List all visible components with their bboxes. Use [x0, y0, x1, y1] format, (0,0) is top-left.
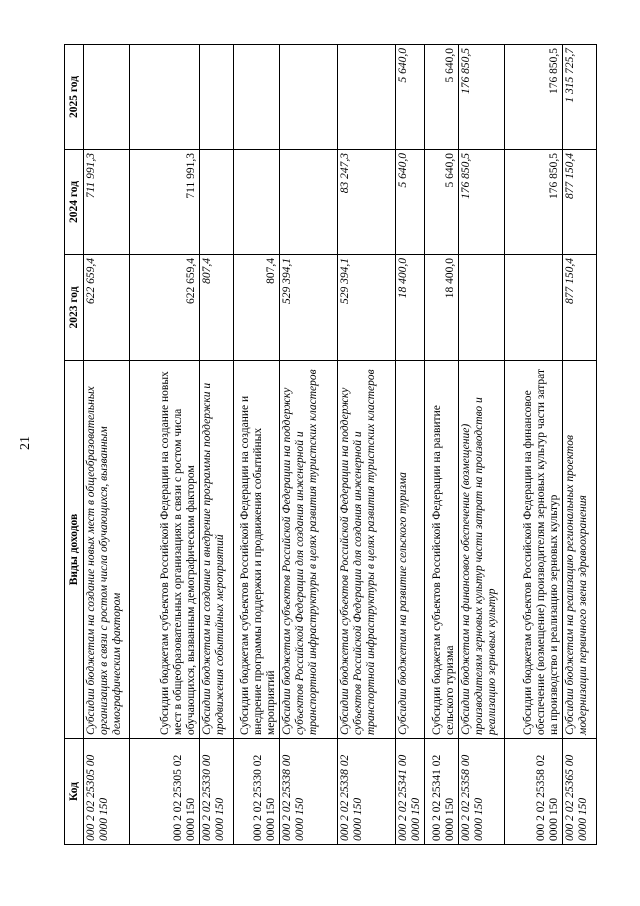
row-value-2025: 5 640,0 — [396, 45, 425, 150]
row-value-2024: 5 640,0 — [425, 150, 459, 255]
header-2025: 2025 год — [65, 45, 84, 150]
row-value-2024 — [280, 150, 338, 255]
row-name: Субсидии бюджетам на развитие сельского туризма — [396, 361, 425, 739]
row-value-2024: 83 247,3 — [338, 150, 396, 255]
row-name: Субсидии бюджетам субъектов Российской Федерации на поддержку субъектов Российской Федерации для создания инженерной и транспортной инфраструктуры в целях развития туристских кластеров — [338, 361, 396, 739]
row-name: Субсидии бюджетам субъектов Российской Федерации на создание и внедрение программы поддержки и продвижения событийных мероприятий — [234, 361, 280, 739]
page-number: 21 — [18, 436, 33, 450]
row-value-2024: 711 991,3 — [130, 150, 200, 255]
row-code: 000 2 02 25358 02 0000 150 — [505, 739, 563, 845]
row-code: 000 2 02 25330 00 0000 150 — [200, 739, 234, 845]
row-value-2025: 176 850,5 — [459, 45, 505, 150]
table-row — [563, 45, 597, 845]
revenue-table — [64, 44, 597, 845]
row-name: Субсидии бюджетам субъектов Российской Федерации на финансовое обеспечение (возмещение) производителям зерновых культур части затрат на производство и реализацию зерновых культур — [505, 361, 563, 739]
table-row — [425, 45, 459, 845]
row-name: Субсидии бюджетам субъектов Российской Федерации на развитие сельского туризма — [425, 361, 459, 739]
table-body — [84, 45, 597, 845]
table-row — [234, 45, 280, 845]
header-2023: 2023 год — [65, 255, 84, 361]
row-value-2025 — [130, 45, 200, 150]
table-row — [84, 45, 130, 845]
row-code: 000 2 02 25358 00 0000 150 — [459, 739, 505, 845]
row-name: Субсидии бюджетам на создание новых мест в общеобразовательных организациях в связи с ростом числа обучающихся, вызванным демографическим фактором — [84, 361, 130, 739]
row-value-2023: 807,4 — [200, 255, 234, 361]
header-code: Код — [65, 739, 84, 845]
row-value-2023: 18 400,0 — [396, 255, 425, 361]
table-header-row — [65, 45, 84, 845]
row-code: 000 2 02 25330 02 0000 150 — [234, 739, 280, 845]
row-value-2024: 711 991,3 — [84, 150, 130, 255]
row-code: 000 2 02 25338 00 0000 150 — [280, 739, 338, 845]
table-row — [396, 45, 425, 845]
header-name: Виды доходов — [65, 361, 84, 739]
row-code: 000 2 02 25341 02 0000 150 — [425, 739, 459, 845]
table-row — [130, 45, 200, 845]
row-code: 000 2 02 25338 02 0000 150 — [338, 739, 396, 845]
row-value-2025 — [338, 45, 396, 150]
row-value-2023: 807,4 — [234, 255, 280, 361]
row-value-2025 — [280, 45, 338, 150]
rotated-table-container — [64, 45, 589, 845]
row-name: Субсидии бюджетам субъектов Российской Федерации на поддержку субъектов Российской Федерации для создания инженерной и транспортной инфраструктуры в целях развития туристских кластеров — [280, 361, 338, 739]
header-2024: 2024 год — [65, 150, 84, 255]
row-value-2025: 176 850,5 — [505, 45, 563, 150]
row-name: Субсидии бюджетам на финансовое обеспечение (возмещение) производителям зерновых культур части затрат на производство и реализацию зерновых культур — [459, 361, 505, 739]
table-row — [338, 45, 396, 845]
row-name: Субсидии бюджетам на реализацию региональных проектов модернизации первичного звена здравоохранения — [563, 361, 597, 739]
row-value-2023: 18 400,0 — [425, 255, 459, 361]
row-code: 000 2 02 25305 02 0000 150 — [130, 739, 200, 845]
row-name: Субсидии бюджетам на создание и внедрение программы поддержки и продвижения событийных мероприятий — [200, 361, 234, 739]
row-value-2023 — [505, 255, 563, 361]
row-value-2023 — [459, 255, 505, 361]
row-value-2025: 1 315 725,7 — [563, 45, 597, 150]
row-value-2023: 529 394,1 — [338, 255, 396, 361]
table-row — [280, 45, 338, 845]
row-value-2025 — [234, 45, 280, 150]
row-value-2024: 176 850,5 — [459, 150, 505, 255]
row-value-2024: 5 640,0 — [396, 150, 425, 255]
row-value-2023: 529 394,1 — [280, 255, 338, 361]
row-value-2025: 5 640,0 — [425, 45, 459, 150]
table-row — [505, 45, 563, 845]
row-code: 000 2 02 25341 00 0000 150 — [396, 739, 425, 845]
row-value-2024 — [234, 150, 280, 255]
row-value-2024: 877 150,4 — [563, 150, 597, 255]
row-value-2023: 877 150,4 — [563, 255, 597, 361]
row-value-2025 — [84, 45, 130, 150]
row-name: Субсидии бюджетам субъектов Российской Федерации на создание новых мест в общеобразовательных организациях в связи с ростом числа обучающихся, вызванным демографическим фактором — [130, 361, 200, 739]
table-row — [200, 45, 234, 845]
row-value-2024: 176 850,5 — [505, 150, 563, 255]
row-value-2023: 622 659,4 — [84, 255, 130, 361]
row-code: 000 2 02 25365 00 0000 150 — [563, 739, 597, 845]
table-row — [459, 45, 505, 845]
row-value-2024 — [200, 150, 234, 255]
row-value-2025 — [200, 45, 234, 150]
row-value-2023: 622 659,4 — [130, 255, 200, 361]
row-code: 000 2 02 25305 00 0000 150 — [84, 739, 130, 845]
